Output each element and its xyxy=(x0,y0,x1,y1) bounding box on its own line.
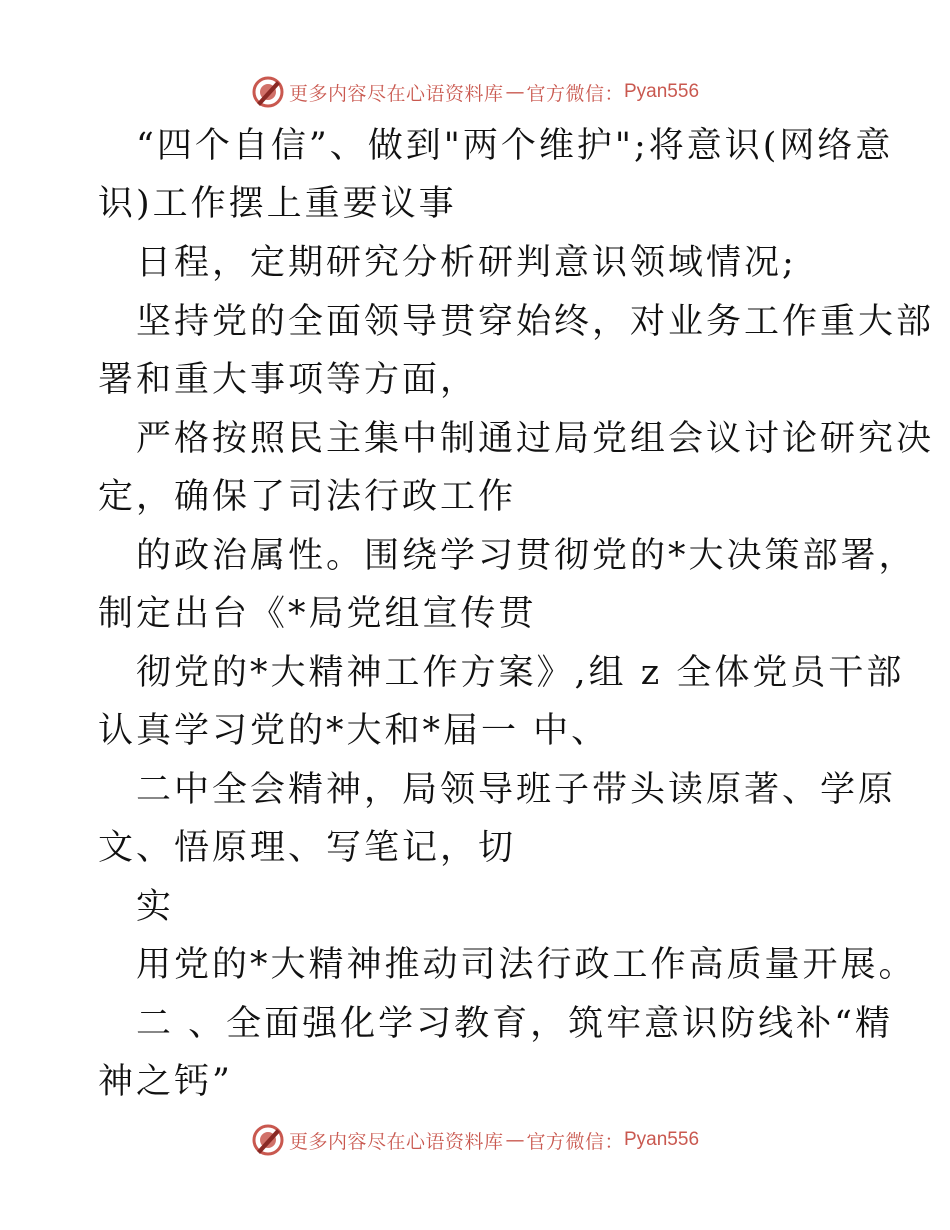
watermark-label: 官方微信： xyxy=(526,82,624,105)
pen-seal-icon xyxy=(251,75,285,109)
text-line: 识)工作摆上重要议事 xyxy=(98,184,457,224)
text-line: 制定出台《*局党组宣传贯 xyxy=(98,594,537,634)
text-line: 严格按照民主集中制通过局党组会议讨论研究决 xyxy=(136,419,935,459)
pen-seal-icon xyxy=(251,1123,285,1157)
text-line: 用党的*大精神推动司法行政工作高质量开展。 xyxy=(136,945,917,985)
watermark-separator: — xyxy=(505,81,525,103)
text-line: 神之钙” xyxy=(98,1062,233,1102)
header-watermark xyxy=(0,72,950,112)
text-line: 日程，定期研究分析研判意识领域情况; xyxy=(136,243,797,283)
text-line: 定，确保了司法行政工作 xyxy=(98,477,517,517)
text-line: 坚持党的全面领导贯穿始终，对业务工作重大部 xyxy=(136,302,935,342)
text-line: 二 、全面强化学习教育，筑牢意识防线补“精 xyxy=(136,1004,894,1044)
watermark-text: 更多内容尽在心语资料库 xyxy=(288,82,504,105)
text-line: 文、悟原理、写笔记，切 xyxy=(98,828,517,868)
text-line: 署和重大事项等方面， xyxy=(98,360,479,400)
watermark-separator: — xyxy=(505,1129,525,1151)
text-line: 认真学习党的*大和*届一 中、 xyxy=(98,711,610,751)
text-line: 的政治属性。围绕学习贯彻党的*大决策部署， xyxy=(136,536,917,576)
watermark-id: Pyan556 xyxy=(624,1129,700,1150)
text-line: 实 xyxy=(136,887,175,927)
watermark-text: 更多内容尽在心语资料库 xyxy=(288,1130,504,1153)
watermark-label: 官方微信： xyxy=(526,1130,624,1153)
footer-watermark xyxy=(0,1120,950,1160)
text-line: 彻党的*大精神工作方案》,组 z 全体党员干部 xyxy=(136,653,905,693)
text-line: 二中全会精神，局领导班子带头读原著、学原 xyxy=(136,770,897,810)
text-line: “四个自信”、做到"两个维护";将意识(网络意 xyxy=(136,126,894,166)
watermark-id: Pyan556 xyxy=(624,81,700,102)
